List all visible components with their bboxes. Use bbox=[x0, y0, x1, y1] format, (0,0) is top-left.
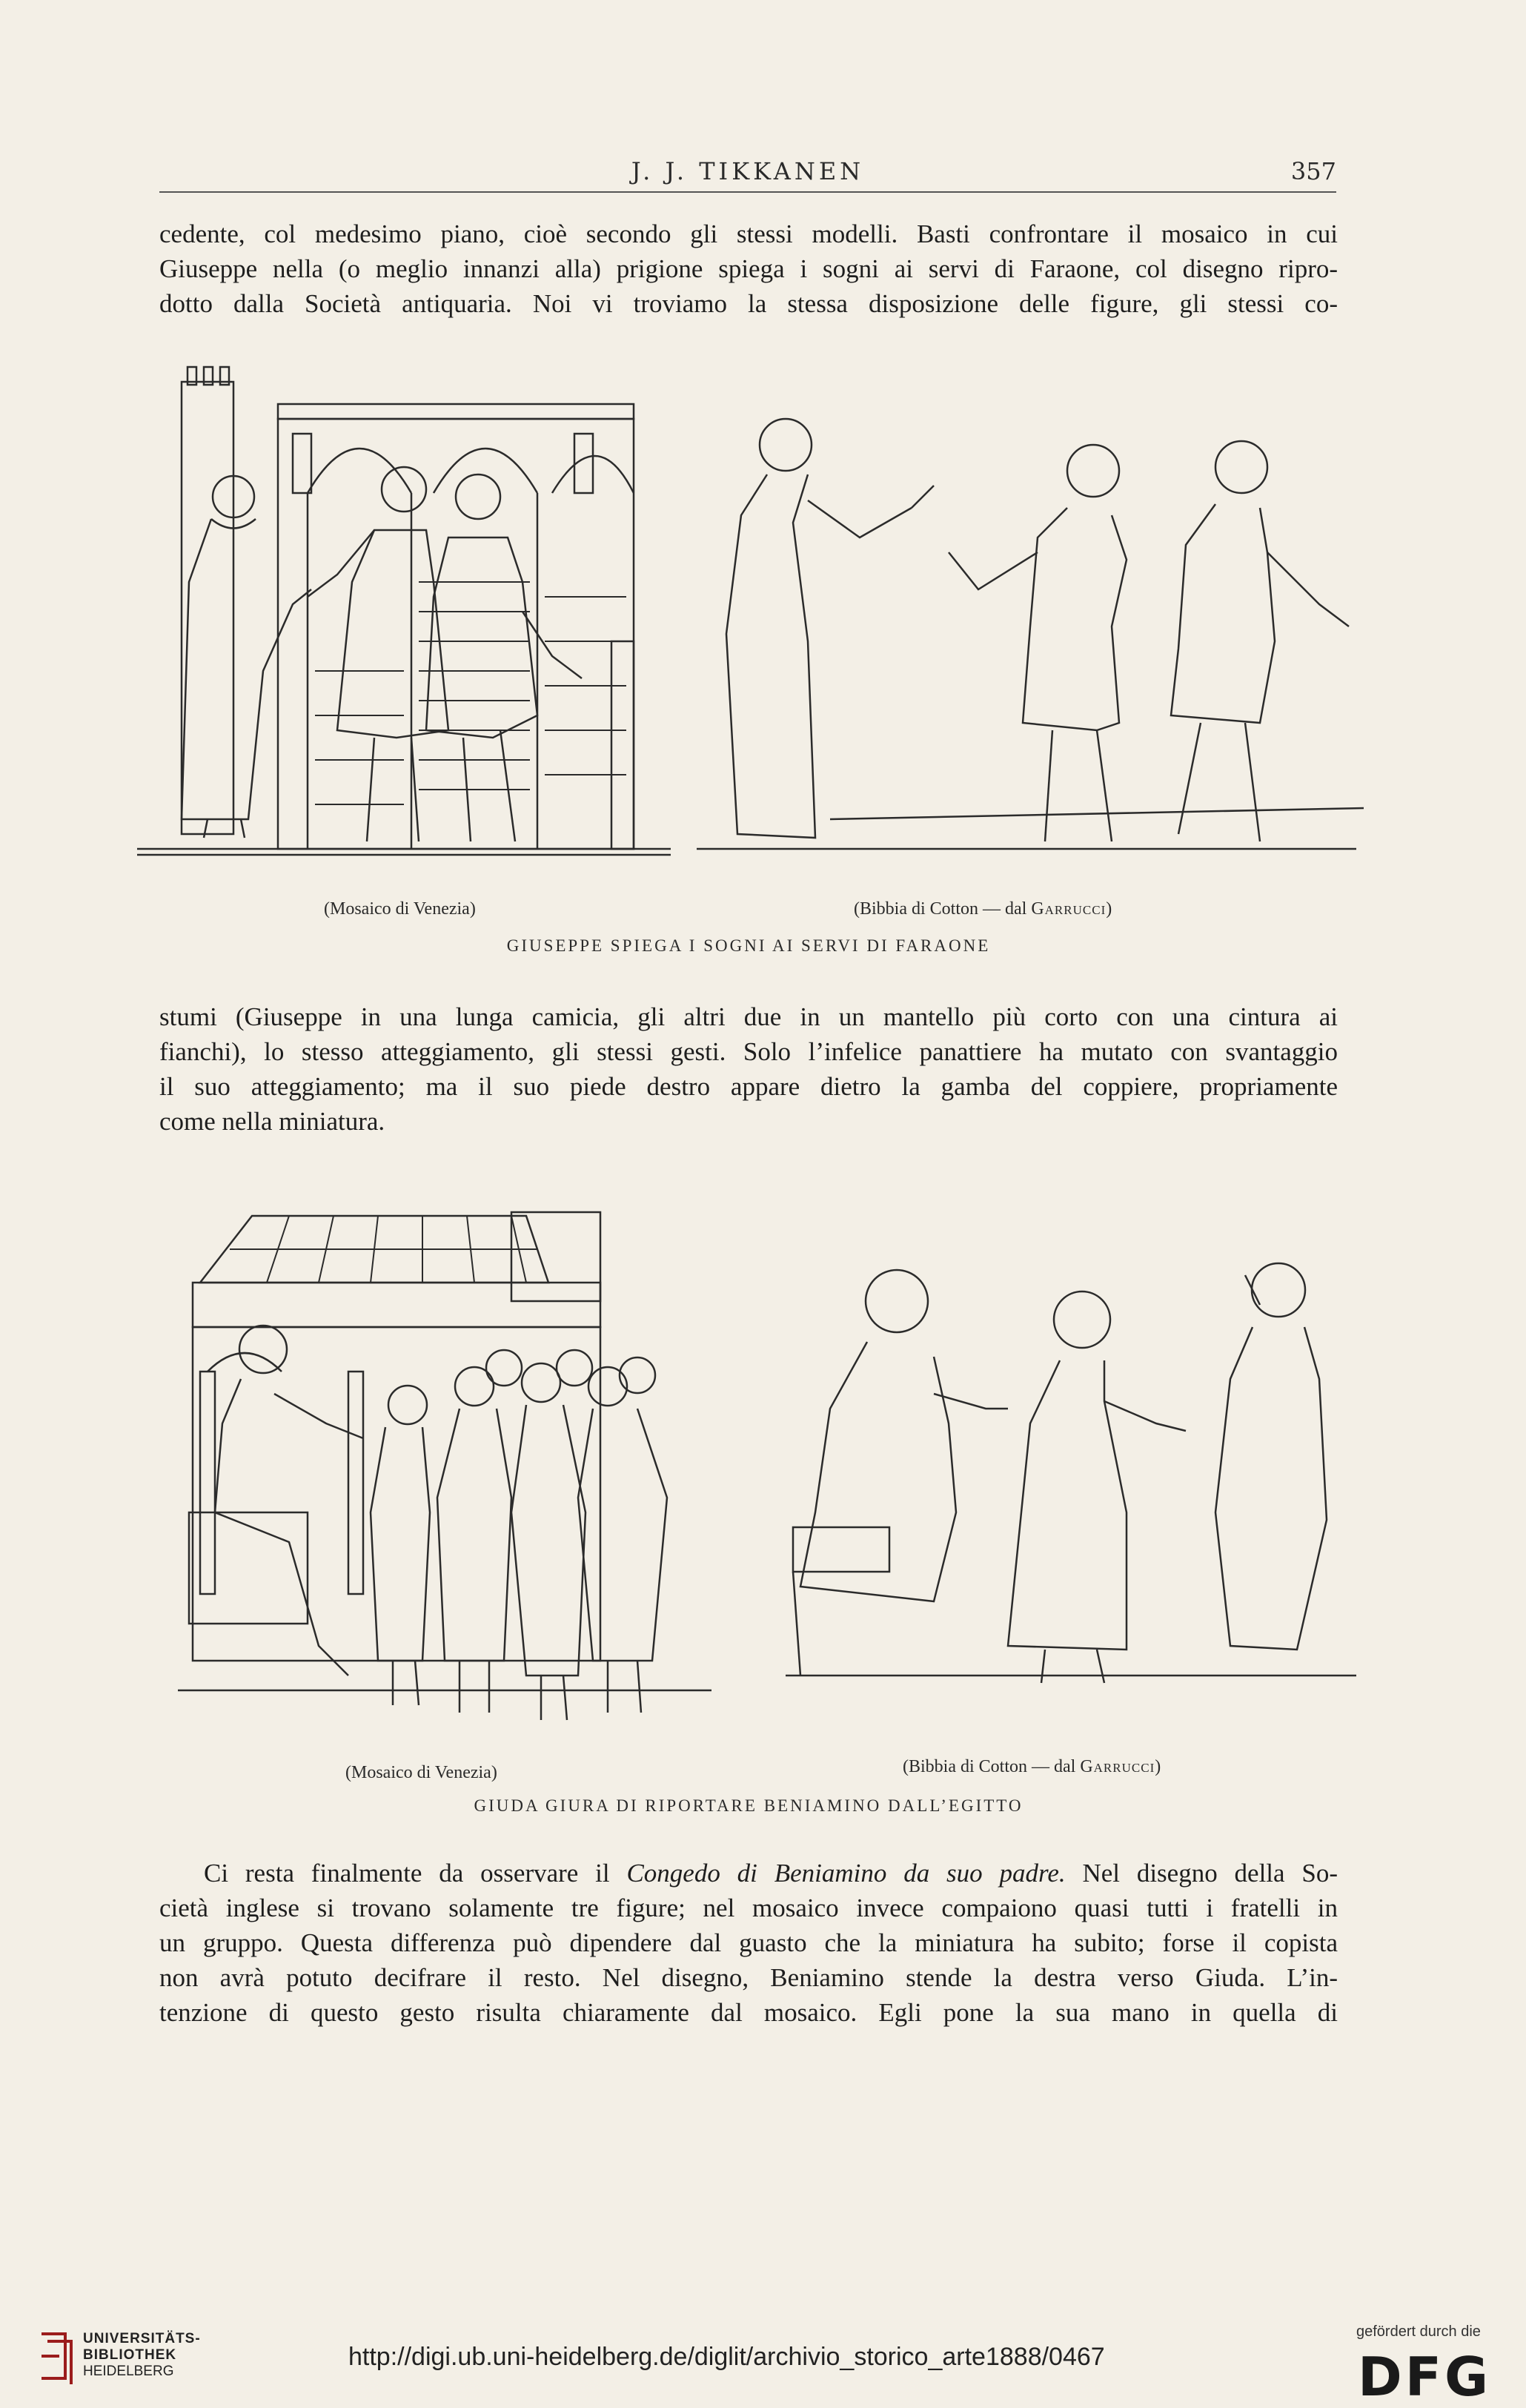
figure-1-mosaic-illustration bbox=[137, 360, 671, 886]
figure-2-caption-left: (Mosaico di Venezia) bbox=[345, 1763, 497, 1782]
figure-1-drawing-illustration bbox=[697, 404, 1364, 879]
text-line: fianchi), lo stesso atteggiamento, gli stessi gesti. Solo l’infelice panattiere ha mutato con svantaggio bbox=[159, 1037, 1338, 1066]
library-logo-icon bbox=[36, 2326, 77, 2389]
running-head bbox=[159, 154, 1336, 193]
caption-source-suffix: ) bbox=[1155, 1757, 1161, 1776]
caption-source-suffix: ) bbox=[1106, 899, 1112, 919]
running-head-author: J. J. TIKKANEN bbox=[631, 157, 865, 185]
dfg-logo: DFG bbox=[1358, 2346, 1492, 2408]
funding-note: gefördert durch die bbox=[1356, 2323, 1481, 2340]
text-line: Giuseppe nella (o meglio innanzi alla) prigione spiega i sogni ai servi di Faraone, col disegno ripro- bbox=[159, 254, 1338, 283]
text-line: cedente, col medesimo piano, cioè secondo gli stessi modelli. Basti confrontare il mosaico in cui bbox=[159, 219, 1338, 248]
library-name-line: UNIVERSITÄTS- bbox=[83, 2331, 201, 2346]
text-line bbox=[159, 1856, 1338, 1891]
text-line: non avrà potuto decifrare il resto. Nel disegno, Beniamino stende la destra verso Giuda. L’in- bbox=[159, 1963, 1338, 1992]
caption-source-prefix: (Bibbia di Cotton — dal bbox=[903, 1757, 1081, 1776]
figure-2-title: GIUDA GIURA DI RIPORTARE BENIAMINO DALL’EGITTO bbox=[474, 1796, 1024, 1815]
italic-title: Congedo di Beniamino da suo padre. bbox=[626, 1859, 1066, 1888]
text-run: Ci resta finalmente da osservare il bbox=[204, 1859, 627, 1888]
caption-source-author: Garrucci bbox=[1031, 899, 1107, 919]
caption-source-author: Garrucci bbox=[1080, 1757, 1155, 1776]
figure-2-caption-right bbox=[903, 1757, 1161, 1777]
figure-1-caption-left: (Mosaico di Venezia) bbox=[324, 899, 476, 919]
figure-2-drawing-illustration bbox=[786, 1231, 1364, 1705]
text-line: stumi (Giuseppe in una lunga camicia, gli altri due in un mantello più corto con una cintura ai bbox=[159, 1002, 1338, 1031]
paragraph-1 bbox=[159, 216, 1338, 321]
paragraph-3 bbox=[159, 1856, 1338, 2030]
text-run: Nel disegno della So- bbox=[1065, 1859, 1338, 1888]
permalink-url[interactable]: http://digi.ub.uni-heidelberg.de/diglit/archivio_storico_arte1888/0467 bbox=[348, 2343, 1105, 2371]
page-number: 357 bbox=[1290, 157, 1336, 185]
figure-1-caption-right bbox=[854, 899, 1112, 919]
digitization-footer bbox=[0, 2321, 1526, 2408]
library-name bbox=[83, 2331, 201, 2380]
paragraph-2 bbox=[159, 999, 1338, 1139]
library-name-line: BIBLIOTHEK bbox=[83, 2347, 177, 2363]
text-line: il suo atteggiamento; ma il suo piede destro appare dietro la gamba del coppiere, propriamente bbox=[159, 1072, 1338, 1101]
text-line: tenzione di questo gesto risulta chiaramente dal mosaico. Egli pone la sua mano in quella di bbox=[159, 1998, 1338, 2027]
library-name-line: HEIDELBERG bbox=[83, 2364, 174, 2379]
text-line: cietà inglese si trovano solamente tre figure; nel mosaico invece compaiono quasi tutti i fratelli in bbox=[159, 1893, 1338, 1922]
text-line: dotto dalla Società antiquaria. Noi vi troviamo la stessa disposizione delle figure, gli stessi co- bbox=[159, 289, 1338, 318]
figure-1-title: GIUSEPPE SPIEGA I SOGNI AI SERVI DI FARAONE bbox=[506, 936, 991, 955]
text-line: un gruppo. Questa differenza può dipendere dal guasto che la miniatura ha subito; forse il copista bbox=[159, 1928, 1338, 1957]
text-line: come nella miniatura. bbox=[159, 1107, 385, 1136]
caption-source-prefix: (Bibbia di Cotton — dal bbox=[854, 899, 1032, 919]
figure-2-mosaic-illustration bbox=[178, 1201, 711, 1727]
